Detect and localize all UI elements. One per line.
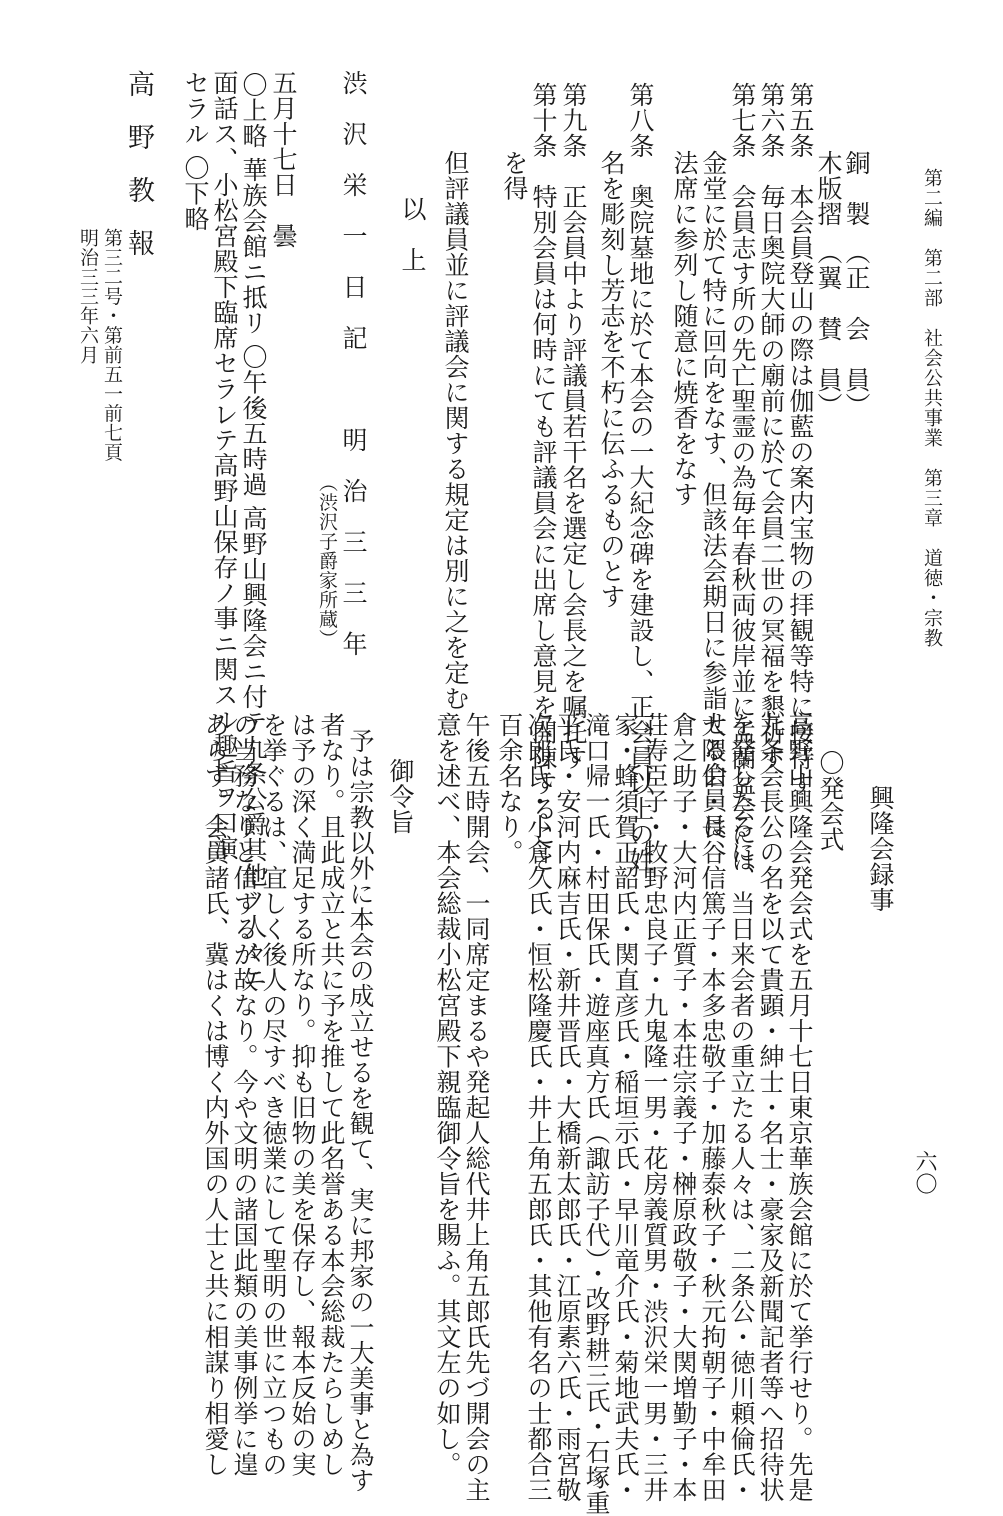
- article-8: 第八条 奥院墓地に於て本会の一大紀念碑を建設し、正会員以上の姓: [626, 82, 655, 873]
- article-7-cont-2: 法席に参列し随意に焼香をなす: [670, 150, 699, 507]
- body-line: 次郎氏・小倉久氏・恒松隆慶氏・井上角五郎氏・其他有名の士都合三: [524, 712, 553, 1503]
- edict-line: は予の深く満足する所なり。抑も旧物の美を保存し、報本反始の実: [288, 712, 317, 1477]
- edict-line: 者なり。且此成立と共に予を推して此名誉ある本会総裁たらしめし: [317, 712, 346, 1477]
- page-number: 六〇: [912, 1150, 937, 1195]
- article-7-cont-1: 金堂に於て特に回向をなす、但該法会期日に参詣せる会員は: [699, 150, 728, 839]
- diary-line-1: 〇上略 華族会館ニ抵リ 〇午後五時過 高野山興隆会ニ付テ九条公爵其他ノ人々ニ: [239, 72, 268, 990]
- body-line: 高野山興隆会発会式を五月十七日東京華族会館に於て挙行せり。先是: [785, 712, 814, 1503]
- body-line: 滝口帰一氏・村田保氏・遊座真方氏（諏訪子代）・改野耕三氏・石塚重: [582, 712, 611, 1516]
- source-title-koya-kyoho: 高野教報: [123, 70, 154, 282]
- edict-line: の当務なりと信ずるが故なり。今や文明の諸国此類の美事例挙に遑: [230, 712, 259, 1477]
- body-line: 家・蜂須賀正韶氏・関直彦氏・稲垣示氏・早川竜介氏・菊地武夫氏・: [611, 712, 640, 1503]
- article-10: 第十条 特別会員は何時にても評議員会に出席し意見を開陳すること: [529, 82, 558, 873]
- body-line: 大隈伯・長谷信篤子・本多忠敬子・加藤泰秋子・秋元拘朝子・中牟田: [698, 712, 727, 1503]
- body-line: 倉之助子・大河内正質子・本荘宗義子・榊原政敬子・大関増勤子・本: [669, 712, 698, 1503]
- source-issue: 第三二号・第前五一前七頁: [101, 228, 123, 462]
- body-line: 平氏・安河内麻吉氏・新井晋氏・大橋新太郎氏・江原素六氏・雨宮敬: [553, 712, 582, 1503]
- article-8-cont: 名を彫刻し芳志を不朽に伝ふるものとす: [597, 150, 626, 609]
- article-9: 第九条 正会員中より評議員若干名を選定し会長之を嘱托す: [559, 82, 588, 771]
- body-line: 意を述べ、本会総裁小松宮殿下親臨御令旨を賜ふ。其文左の如し。: [433, 712, 462, 1477]
- article-5: 第五条 本会員登山の際は伽藍の案内宝物の拝観等特に接待す: [786, 82, 815, 796]
- edict-line: を挙ぐるは、宜しく後人の尽すべき徳業にして聖明の世に立つもの: [259, 712, 288, 1477]
- body-line: 荘寿臣子・牧野忠良子・九鬼隆一男・花房義質男・渋沢栄一男・三井: [640, 712, 669, 1503]
- source-title-shibusawa-diary: 渋沢栄一日記 明治三三年: [339, 70, 368, 682]
- section-heading: 興隆会録事: [866, 785, 895, 913]
- edict-line: あらず。会員諸氏、冀はくは博く内外国の人士と共に相謀り相愛し: [201, 712, 230, 1477]
- edict-heading: 御令旨: [386, 758, 415, 835]
- membership-item-copper: 銅 製 （正 会 員）: [842, 150, 871, 418]
- body-line: 午後五時開会、一同席定まるや発起人総代井上角五郎氏先づ開会の主: [462, 712, 491, 1503]
- diary-date: 五月十七日 曇: [269, 70, 298, 249]
- membership-item-woodblock: 木版摺 （翼 賛 員）: [814, 150, 843, 418]
- diary-line-3: セラル 〇下略: [181, 70, 210, 232]
- body-line: を発したるに、当日来会者の重立たる人々は、二条公・徳川頼倫氏・: [727, 712, 756, 1503]
- body-line: 百余名なり。: [495, 712, 524, 865]
- running-header: 第二編 第二部 社会公共事業 第三章 道徳・宗教: [921, 168, 943, 648]
- article-10-cont: を得: [500, 150, 529, 201]
- source-date: 明治三三年六月: [77, 228, 99, 365]
- body-line: 九条会長公の名を以て貴顕・紳士・名士・豪家及新聞記者等へ招待状: [756, 712, 785, 1503]
- article-proviso: 但評議員並に評議会に関する規定は別に之を定む: [441, 150, 470, 711]
- subsection-heading: 〇発会式: [816, 750, 845, 852]
- source-holder: （渋沢子爵家所蔵）: [316, 473, 338, 649]
- end-mark: 以 上: [398, 196, 427, 273]
- edict-line: 予は宗教以外に本会の成立せるを観て、実に邦家の一大美事と為す: [346, 728, 375, 1493]
- article-6: 第六条 毎日奥院大師の廟前に於て会員二世の冥福を懇祈す: [757, 82, 786, 771]
- article-7: 第七条 会員志す所の先亡聖霊の為毎年春秋両彼岸並に盂蘭盆会には: [728, 82, 757, 873]
- diary-line-2: 面話ス、小松宮殿下臨席セラレテ高野山保存ノ事ニ関スル趣旨ヲ口演: [210, 70, 239, 861]
